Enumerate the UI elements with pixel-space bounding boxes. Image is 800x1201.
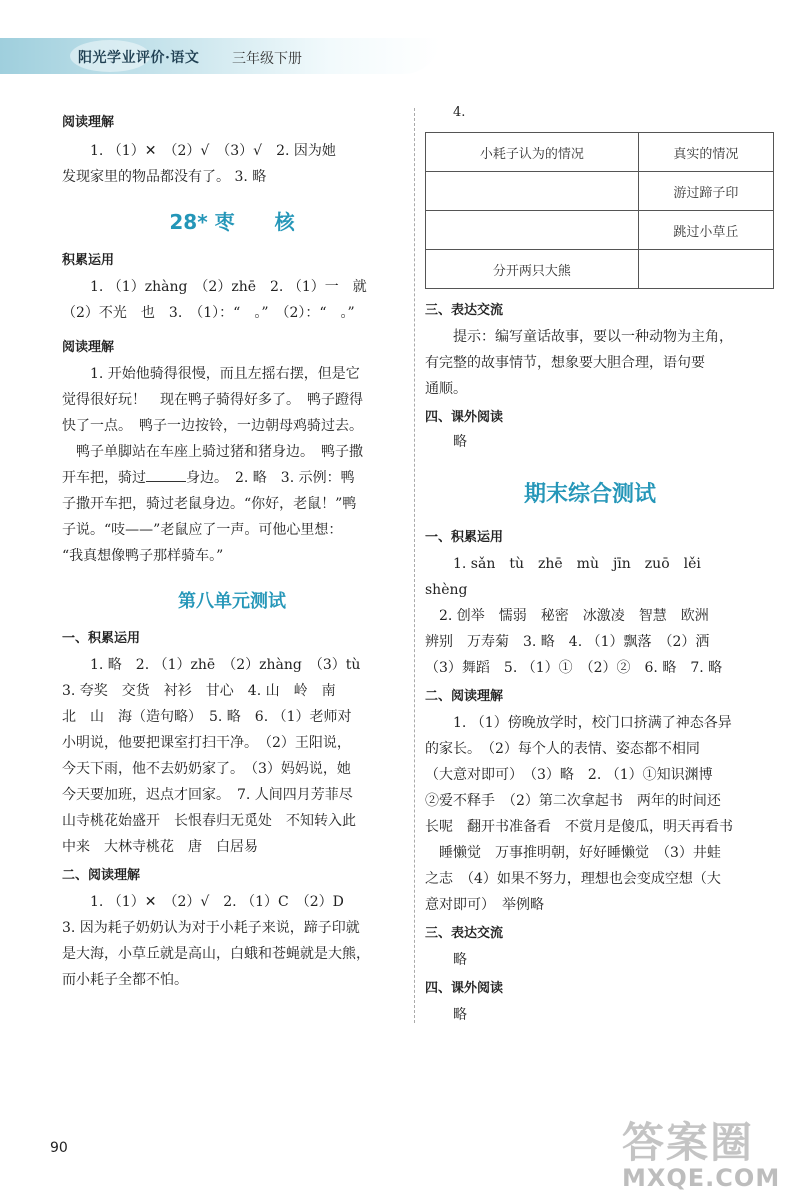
answer-line: 子说。“吱——”老鼠应了一声。可他心里想： xyxy=(62,522,343,538)
answer-line: 3. 夸奖 交货 衬衫 甘心 4. 山 岭 南 xyxy=(62,683,336,699)
answer-table xyxy=(425,132,774,289)
table-cell: 小耗子认为的情况 xyxy=(426,133,639,172)
left-column xyxy=(62,105,402,993)
table-row xyxy=(426,250,774,289)
section-title: 四、课外阅读 xyxy=(425,981,504,996)
answer-line: 今天下雨，他不去奶奶家了。 （3）妈妈说，她 xyxy=(62,761,351,777)
column-divider xyxy=(414,108,415,1023)
section-title: 二、阅读理解 xyxy=(425,689,504,704)
table-row xyxy=(426,172,774,211)
header-band xyxy=(0,38,440,74)
watermark-logo xyxy=(622,1110,792,1195)
answer-line: 通顺。 xyxy=(425,381,467,397)
answer-line: 1. 略 2. （1）zhē （2）zhàng （3）tù xyxy=(90,657,361,673)
section-title: 四、课外阅读 xyxy=(425,410,504,425)
answer-line: 今天要加班，迟点才回家。 7. 人间四月芳菲尽 xyxy=(62,787,353,803)
table-cell: 真实的情况 xyxy=(638,133,773,172)
table-cell xyxy=(426,172,639,211)
table-row xyxy=(426,211,774,250)
right-column xyxy=(425,100,755,1028)
table-cell: 分开两只大熊 xyxy=(426,250,639,289)
answer-line: 子撒开车把，骑过老鼠身边。“你好，老鼠！”鸭 xyxy=(62,496,357,512)
answer-line: 快了一点。 鸭子一边按铃，一边朝母鸡骑过去。 xyxy=(62,418,363,434)
section-title: 一、积累运用 xyxy=(62,631,141,646)
watermark-url: MXQE.COM xyxy=(622,1164,781,1192)
question-number: 4. xyxy=(453,105,466,120)
answer-line: （大意对即可） （3）略 2. （1）①知识渊博 xyxy=(425,767,713,783)
grade-label: 三年级下册 xyxy=(232,51,302,67)
answer-line: 北 山 海（造句略） 5. 略 6. （1）老师对 xyxy=(62,709,352,725)
answer-line: 长呢 翻开书准备看 不赏月是傻瓜，明天再看书 xyxy=(425,819,733,835)
section-title: 三、表达交流 xyxy=(425,303,504,318)
table-row xyxy=(426,133,774,172)
answer-line: “我真想像鸭子那样骑车。” xyxy=(62,548,224,564)
answer-line: 之志 （4）如果不努力，理想也会变成空想（大 xyxy=(425,871,721,887)
fill-blank xyxy=(146,467,186,482)
answer-line: 觉得很好玩！ 现在鸭子骑得好多了。 鸭子蹬得 xyxy=(62,392,363,408)
answer-line: 而小耗子全都不怕。 xyxy=(62,972,188,988)
section-title: 三、表达交流 xyxy=(425,926,504,941)
answer-line: 1. 开始他骑得很慢，而且左摇右摆，但是它 xyxy=(90,366,360,382)
answer-line: 略 xyxy=(453,434,467,450)
answer-line: 1. （1）zhàng （2）zhē 2. （1）一 就 xyxy=(90,279,367,295)
answer-line: 1. （1）傍晚放学时，校门口挤满了神态各异 xyxy=(453,715,732,731)
page-number: 90 xyxy=(50,1140,68,1156)
answer-line: 意对即可） 举例略 xyxy=(425,897,544,913)
unit-heading: 第八单元测试 xyxy=(178,591,286,612)
answer-line: 睡懒觉 万事推明朝，好好睡懒觉 （3）井蛙 xyxy=(439,845,721,861)
section-title: 一、积累运用 xyxy=(425,530,504,545)
table-cell xyxy=(426,211,639,250)
book-title: 阳光学业评价·语文 xyxy=(78,50,200,66)
answer-line: 提示：编写童话故事，要以一种动物为主角， xyxy=(453,329,733,345)
answer-line: 辨别 万寿菊 3. 略 4. （1）飘落 （2）洒 xyxy=(425,634,710,650)
table-cell: 游过蹄子印 xyxy=(638,172,773,211)
answer-text: 开车把，骑过 xyxy=(62,470,146,486)
answer-line: 有完整的故事情节，想象要大胆合理，语句要 xyxy=(425,355,705,371)
answer-line: 2. 创举 懦弱 秘密 冰激凌 智慧 欧洲 xyxy=(439,608,709,624)
answer-line: 发现家里的物品都没有了。 3. 略 xyxy=(62,169,267,185)
answer-line xyxy=(62,465,402,491)
table-cell xyxy=(638,250,773,289)
answer-line: ②爱不释手 （2）第二次拿起书 两年的时间还 xyxy=(425,793,721,809)
answer-text: 身边。 2. 略 3. 示例：鸭 xyxy=(186,470,355,486)
answer-line: 小明说，他要把课室打扫干净。 （2）王阳说， xyxy=(62,735,351,751)
answer-line: （3）舞蹈 5. （1）① （2）② 6. 略 7. 略 xyxy=(425,660,723,676)
exam-heading: 期末综合测试 xyxy=(523,482,656,507)
watermark-text: 答案圈 xyxy=(622,1118,755,1167)
answer-line: 鸭子单脚站在车座上骑过猪和猪身边。 鸭子撒 xyxy=(76,444,363,460)
section-title: 二、阅读理解 xyxy=(62,868,141,883)
answer-line: 中来 大林寺桃花 唐 白居易 xyxy=(62,839,258,855)
answer-line: 是大海，小草丘就是高山，白蛾和苍蝇就是大熊， xyxy=(62,946,370,962)
section-title: 积累运用 xyxy=(62,253,115,268)
answer-line: 3. 因为耗子奶奶认为对于小耗子来说，蹄子印就 xyxy=(62,920,360,936)
answer-line: 略 xyxy=(453,1007,467,1023)
answer-line: 1. sǎn tù zhē mù jīn zuō lěi shèng xyxy=(425,556,715,598)
answer-line: 山寺桃花始盛开 长恨春归无觅处 不知转入此 xyxy=(62,813,356,829)
answer-line: 1. （1）✕ （2）√ 2. （1）C （2）D xyxy=(90,894,344,910)
answer-line: 1. （1）✕ （2）√ （3）√ 2. 因为她 xyxy=(90,143,336,159)
table-cell: 跳过小草丘 xyxy=(638,211,773,250)
answer-line: 的家长。 （2）每个人的表情、姿态都不相同 xyxy=(425,741,700,757)
lesson-heading: 28* 枣 核 xyxy=(169,210,295,234)
answer-line: （2）不光 也 3. （1）：“ 。” （2）：“ 。” xyxy=(62,305,355,321)
answer-line: 略 xyxy=(453,952,467,968)
section-title: 阅读理解 xyxy=(62,115,115,130)
section-title: 阅读理解 xyxy=(62,340,115,355)
